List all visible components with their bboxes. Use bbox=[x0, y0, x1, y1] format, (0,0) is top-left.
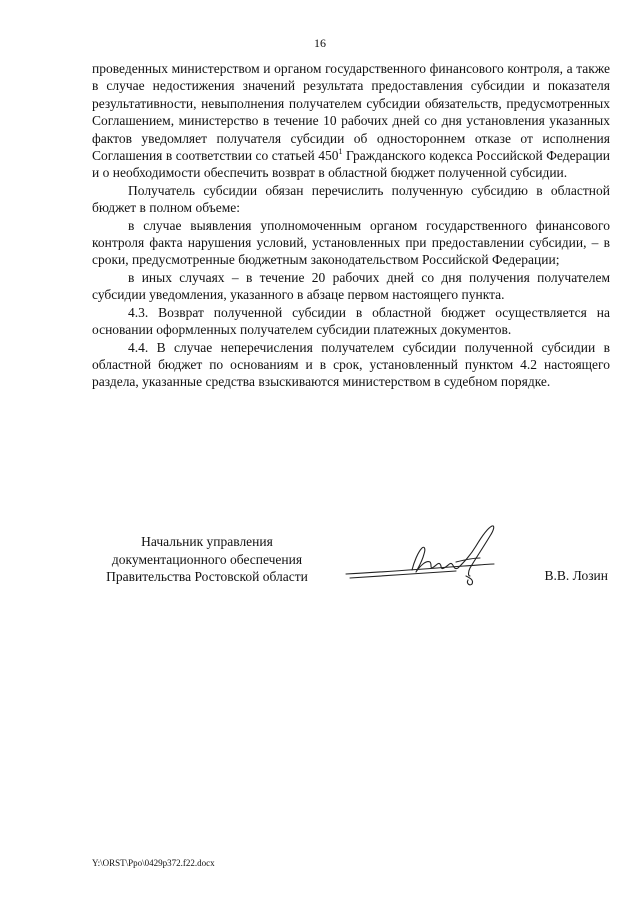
paragraph-refund-obligation: Получатель субсидии обязан перечислить полученную субсидию в областной бюджет в полном объеме: bbox=[92, 182, 610, 216]
document-body bbox=[92, 60, 610, 391]
signatory-title-line-2: документационного обеспечения bbox=[111, 551, 303, 567]
signatory-title-line-3: Правительства Ростовской области bbox=[106, 569, 308, 585]
document-file-path: Y:\ORST\Ppo\0429p372.f22.docx bbox=[92, 858, 215, 868]
paragraph-4-3: 4.3. Возврат полученной субсидии в областной бюджет осуществляется на основании оформленных получателем субсидии платежных документов. bbox=[92, 304, 610, 338]
signatory-title-line-1: Начальник управления bbox=[141, 534, 273, 549]
paragraph-continuation-text-b: Гражданского кодекса Российской Федерации и о необходимости обеспечить возврат в областной бюджет полученной субсидии. bbox=[92, 148, 611, 181]
handwritten-signature bbox=[344, 522, 514, 590]
paragraph-other-cases: в иных случаях – в течение 20 рабочих дней со дня получения получателем субсидии уведомления, указанного в абзаце первом настоящего пункта. bbox=[92, 269, 610, 303]
signer-name: В.В. Лозин bbox=[544, 568, 608, 583]
article-superscript: 1 bbox=[338, 147, 343, 157]
signatory-title bbox=[92, 533, 322, 586]
page-number: 16 bbox=[314, 36, 326, 50]
paragraph-continuation-text-a: проведенных министерством и органом государственного финансового контроля, а также в случае недостижения значений результата предоставления субсидии и показателя результативности, невыполнения получателем субсидии обязательств, предусмотренных Соглашением, министерство в течение 10 рабочих дней со дня установления указанных фактов уведомляет получателя субсидии об одностороннем отказе от исполнения Соглашения в соответствии со статьей 450 bbox=[92, 61, 610, 164]
paragraph-continuation bbox=[92, 60, 610, 182]
paragraph-4-4: 4.4. В случае неперечисления получателем субсидии полученной субсидии в областной бюджет по основаниям и в срок, установленный пунктом 4.2 настоящего раздела, указанные средства взыскиваются министерством в судебном порядке. bbox=[92, 339, 610, 390]
paragraph-violation-case: в случае выявления уполномоченным органом государственного финансового контроля факта нарушения условий, установленных при предоставлении субсидии, – в сроки, предусмотренные бюджетным законодательством Российской Федерации; bbox=[92, 217, 610, 268]
